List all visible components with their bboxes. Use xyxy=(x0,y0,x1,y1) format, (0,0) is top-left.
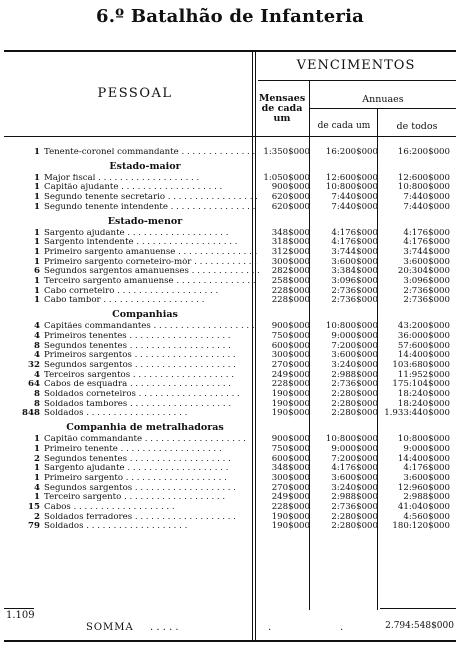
row-annual-each: 2:280$000 xyxy=(331,511,378,522)
row-mensal: 1:050$000 xyxy=(263,172,310,183)
somma-leader-dots: . . . . . xyxy=(150,622,179,633)
row-mensal: 190$000 xyxy=(271,408,310,419)
row-count: 64 xyxy=(28,379,40,390)
row-label: Major fiscal . . xyxy=(44,174,259,184)
table-row xyxy=(4,351,456,361)
row-annual-each: 3:600$000 xyxy=(331,256,378,267)
row-count: 2 xyxy=(34,453,40,464)
row-annual-each: 3:600$000 xyxy=(331,472,378,483)
row-count: 1 xyxy=(34,182,40,193)
row-mensal: 750$000 xyxy=(271,443,310,454)
row-label: Cabos . . xyxy=(44,503,259,513)
row-annual-total: 12:600$000 xyxy=(397,172,450,183)
row-label: Soldados corneteiros . . xyxy=(44,390,259,400)
count-total-rule xyxy=(4,608,34,609)
row-mensal: 312$000 xyxy=(271,246,310,257)
table-row xyxy=(4,380,456,390)
row-annual-each: 2:280$000 xyxy=(331,408,378,419)
row-label: Segundos tenentes . . xyxy=(44,455,259,465)
table-row xyxy=(4,371,456,381)
row-annual-total: 4:176$000 xyxy=(403,237,450,248)
row-annual-total: 20:304$000 xyxy=(397,266,450,277)
table-row xyxy=(4,474,456,484)
table-row xyxy=(4,267,456,277)
row-count: 1 xyxy=(34,295,40,306)
table-row xyxy=(4,493,456,503)
annuaes-underline xyxy=(310,108,456,109)
row-annual-each: 10:800$000 xyxy=(325,321,378,332)
row-mensal: 190$000 xyxy=(271,521,310,532)
row-annual-total: 180:120$000 xyxy=(392,521,450,532)
row-label: Primeiros sargentos . . xyxy=(44,351,259,361)
section-heading: Estado-maior xyxy=(109,160,181,172)
table-row xyxy=(4,287,456,297)
row-count: 8 xyxy=(34,389,40,399)
row-annual-each: 12:600$000 xyxy=(325,172,378,183)
row-mensal: 900$000 xyxy=(271,321,310,332)
table-row xyxy=(4,503,456,513)
table-row xyxy=(4,445,456,455)
row-label: Sargento intendente . . xyxy=(44,238,259,248)
table-row xyxy=(4,409,456,419)
row-annual-total: 9:000$000 xyxy=(403,443,450,454)
table-row xyxy=(4,322,456,332)
row-mensal: 620$000 xyxy=(271,201,310,212)
row-label: Segundos sargentos . . xyxy=(44,484,259,494)
header-mensaes: Mensaes de cada um xyxy=(258,93,306,124)
row-annual-each: 2:736$000 xyxy=(331,379,378,390)
somma-total: 2.794:548$000 xyxy=(385,621,454,631)
row-mensal: 318$000 xyxy=(271,237,310,248)
row-annual-each: 2:988$000 xyxy=(331,492,378,503)
table-row xyxy=(4,342,456,352)
table-row xyxy=(4,455,456,465)
row-count: 1 xyxy=(34,472,40,483)
bottom-rule xyxy=(4,640,456,642)
row-annual-total: 57:600$000 xyxy=(397,340,450,351)
row-count: 1 xyxy=(34,147,40,157)
row-annual-total: 2:988$000 xyxy=(403,492,450,503)
row-mensal: 249$000 xyxy=(271,492,310,503)
row-count: 1 xyxy=(34,434,40,445)
table-row xyxy=(4,522,456,532)
row-annual-each: 4:176$000 xyxy=(331,227,378,238)
table-row xyxy=(4,248,456,258)
row-label: Cabo corneteiro . . xyxy=(44,287,259,297)
row-annual-each: 4:176$000 xyxy=(331,463,378,474)
row-label: Segundo tenente secretario . . xyxy=(44,193,259,203)
row-annual-total: 4:176$000 xyxy=(403,463,450,474)
table-row xyxy=(4,258,456,268)
row-annual-total: 11:952$000 xyxy=(397,369,450,380)
row-mensal: 900$000 xyxy=(271,182,310,193)
row-annual-total: 7:440$000 xyxy=(403,201,450,212)
row-label: Cabos de esquadra . . xyxy=(44,380,259,390)
table-row xyxy=(4,148,456,158)
row-annual-each: 2:280$000 xyxy=(331,398,378,409)
row-mensal: 228$000 xyxy=(271,295,310,306)
table-row xyxy=(4,361,456,371)
row-label: Segundo tenente intendente . . xyxy=(44,203,259,213)
row-label: Capitão ajudante . . xyxy=(44,183,259,193)
row-annual-each: 9:000$000 xyxy=(331,330,378,341)
row-annual-total: 36:000$000 xyxy=(397,330,450,341)
row-annual-total: 3:600$000 xyxy=(403,256,450,267)
row-count: 6 xyxy=(34,266,40,277)
table-row xyxy=(4,464,456,474)
row-count: 1 xyxy=(34,172,40,183)
row-mensal: 270$000 xyxy=(271,359,310,370)
row-annual-total: 18:240$000 xyxy=(397,398,450,409)
header-de-cada-um: de cada um xyxy=(317,121,371,131)
row-annual-each: 3:240$000 xyxy=(331,359,378,370)
row-label: Segundos tenentes . . xyxy=(44,342,259,352)
row-annual-total: 10:800$000 xyxy=(397,434,450,445)
row-mensal: 228$000 xyxy=(271,285,310,296)
row-count: 2 xyxy=(34,511,40,522)
row-annual-total: 41:040$000 xyxy=(397,502,450,512)
row-count: 4 xyxy=(34,369,40,380)
row-mensal: 190$000 xyxy=(271,398,310,409)
total-count: 1.109 xyxy=(6,610,35,621)
row-annual-total: 2:736$000 xyxy=(403,295,450,306)
row-label: Capitão commandante . . xyxy=(44,435,259,445)
row-annual-each: 7:200$000 xyxy=(331,453,378,464)
row-count: 1 xyxy=(34,201,40,212)
table-row xyxy=(4,203,456,213)
row-annual-total: 3:600$000 xyxy=(403,472,450,483)
row-annual-total: 2:736$000 xyxy=(403,285,450,296)
row-count: 1 xyxy=(34,276,40,286)
row-annual-total: 12:960$000 xyxy=(397,482,450,493)
row-count: 1 xyxy=(34,463,40,474)
row-annual-each: 9:000$000 xyxy=(331,443,378,454)
row-annual-each: 2:988$000 xyxy=(331,369,378,380)
table-row xyxy=(4,513,456,523)
row-annual-total: 14:400$000 xyxy=(397,453,450,464)
table-row xyxy=(4,193,456,203)
top-rule xyxy=(4,50,456,52)
row-label: Soldados tambores . . xyxy=(44,400,259,410)
header-de-todos: de todos xyxy=(396,121,438,132)
page-title: 6.º Batalhão de Infanteria xyxy=(95,6,365,27)
somma-label: SOMMA xyxy=(86,622,134,633)
row-count: 4 xyxy=(34,330,40,341)
row-label: Primeiro sargento . . xyxy=(44,474,259,484)
row-annual-each: 4:176$000 xyxy=(331,237,378,248)
row-mensal: 270$000 xyxy=(271,482,310,493)
row-mensal: 1:350$000 xyxy=(263,147,310,157)
row-label: Capitães commandantes . . xyxy=(44,322,259,332)
row-annual-total: 175:104$000 xyxy=(392,379,450,390)
row-annual-each: 7:440$000 xyxy=(331,201,378,212)
row-count: 1 xyxy=(34,237,40,248)
row-label: Primeiro tenente . . xyxy=(44,445,259,455)
row-annual-each: 3:384$000 xyxy=(331,266,378,277)
row-label: Sargento ajudante . . xyxy=(44,229,259,239)
row-label: Primeiro sargento corneteiro-mór . . xyxy=(44,258,259,268)
header-bottom-rule xyxy=(4,136,456,137)
row-label: Primeiros tenentes . . xyxy=(44,332,259,342)
row-mensal: 228$000 xyxy=(271,379,310,390)
row-mensal: 600$000 xyxy=(271,453,310,464)
row-annual-each: 2:736$000 xyxy=(331,285,378,296)
row-annual-total: 4:176$000 xyxy=(403,227,450,238)
row-count: 1 xyxy=(34,192,40,203)
header-annuaes: Annuaes xyxy=(362,94,404,105)
row-count: 4 xyxy=(34,321,40,332)
row-annual-total: 3:096$000 xyxy=(403,276,450,286)
row-annual-each: 10:800$000 xyxy=(325,434,378,445)
row-annual-each: 16:200$000 xyxy=(325,147,378,157)
section-heading: Companhia de metralhadoras xyxy=(66,422,224,434)
row-annual-total: 18:240$000 xyxy=(397,389,450,399)
row-count: 1 xyxy=(34,492,40,503)
row-mensal: 282$000 xyxy=(271,266,310,277)
row-annual-total: 43:200$000 xyxy=(397,321,450,332)
row-annual-each: 2:736$000 xyxy=(331,295,378,306)
row-mensal: 750$000 xyxy=(271,330,310,341)
row-count: 4 xyxy=(34,350,40,361)
row-count: 8 xyxy=(34,340,40,351)
row-annual-total: 4:560$000 xyxy=(403,511,450,522)
row-count: 848 xyxy=(22,408,40,419)
row-label: Tenente-coronel commandante . . xyxy=(44,148,259,158)
row-label: Segundos sargentos . . xyxy=(44,361,259,371)
row-label: Soldados . . xyxy=(44,522,259,532)
row-annual-each: 10:800$000 xyxy=(325,182,378,193)
row-annual-each: 3:600$000 xyxy=(331,350,378,361)
row-label: Terceiro sargento amanuense . . xyxy=(44,277,259,287)
vencimentos-underline xyxy=(258,80,456,81)
row-count: 79 xyxy=(28,521,40,532)
row-count: 1 xyxy=(34,246,40,257)
row-mensal: 900$000 xyxy=(271,434,310,445)
somma-dots-annuaes: . xyxy=(340,622,344,633)
row-label: Terceiro sargento . . xyxy=(44,493,259,503)
row-annual-each: 7:200$000 xyxy=(331,340,378,351)
row-annual-total: 3:744$000 xyxy=(403,246,450,257)
somma-total-rule xyxy=(380,608,456,609)
header-vencimentos: VENCIMENTOS xyxy=(296,58,416,73)
row-annual-each: 3:240$000 xyxy=(331,482,378,493)
row-mensal: 249$000 xyxy=(271,369,310,380)
row-count: 15 xyxy=(28,502,40,512)
row-label: Primeiro sargento amanuense . . xyxy=(44,248,259,258)
row-count: 1 xyxy=(34,443,40,454)
table-row xyxy=(4,435,456,445)
row-label: Segundos sargentos amanuenses . . xyxy=(44,267,259,277)
row-label: Sargento ajudante . . xyxy=(44,464,259,474)
row-mensal: 258$000 xyxy=(271,276,310,286)
row-label: Soldados . . xyxy=(44,409,259,419)
section-heading: Estado-menor xyxy=(107,215,183,227)
row-count: 8 xyxy=(34,398,40,409)
section-heading: Companhias xyxy=(112,309,178,321)
row-annual-total: 103:680$000 xyxy=(392,359,450,370)
table-row xyxy=(4,296,456,306)
row-annual-each: 3:096$000 xyxy=(331,276,378,286)
table-row xyxy=(4,174,456,184)
row-label: Soldados ferradores . . xyxy=(44,513,259,523)
row-mensal: 228$000 xyxy=(271,502,310,512)
row-mensal: 190$000 xyxy=(271,511,310,522)
row-annual-each: 2:736$000 xyxy=(331,502,378,512)
somma-dots-mensaes: . xyxy=(268,622,272,633)
row-count: 1 xyxy=(34,227,40,238)
row-mensal: 620$000 xyxy=(271,192,310,203)
table-row xyxy=(4,238,456,248)
row-count: 4 xyxy=(34,482,40,493)
row-mensal: 190$000 xyxy=(271,389,310,399)
table-row xyxy=(4,484,456,494)
row-annual-each: 2:280$000 xyxy=(331,521,378,532)
row-label: Terceiros sargentos . . xyxy=(44,371,259,381)
row-label: Cabo tambor . . xyxy=(44,296,259,306)
row-count: 32 xyxy=(28,359,40,370)
row-annual-total: 16:200$000 xyxy=(397,147,450,157)
table-row xyxy=(4,277,456,287)
row-mensal: 348$000 xyxy=(271,463,310,474)
row-mensal: 600$000 xyxy=(271,340,310,351)
row-mensal: 300$000 xyxy=(271,350,310,361)
row-annual-total: 10:800$000 xyxy=(397,182,450,193)
table-row xyxy=(4,390,456,400)
row-annual-total: 7:440$000 xyxy=(403,192,450,203)
row-count: 1 xyxy=(34,256,40,267)
row-annual-total: 14:400$000 xyxy=(397,350,450,361)
row-mensal: 348$000 xyxy=(271,227,310,238)
row-mensal: 300$000 xyxy=(271,472,310,483)
row-mensal: 300$000 xyxy=(271,256,310,267)
row-count: 1 xyxy=(34,285,40,296)
row-annual-each: 2:280$000 xyxy=(331,389,378,399)
header-pessoal: PESSOAL xyxy=(97,86,173,101)
table-row xyxy=(4,332,456,342)
row-annual-each: 7:440$000 xyxy=(331,192,378,203)
table-row xyxy=(4,229,456,239)
row-annual-each: 3:744$000 xyxy=(331,246,378,257)
table-row xyxy=(4,183,456,193)
row-annual-total: 1.933:440$000 xyxy=(384,408,450,419)
